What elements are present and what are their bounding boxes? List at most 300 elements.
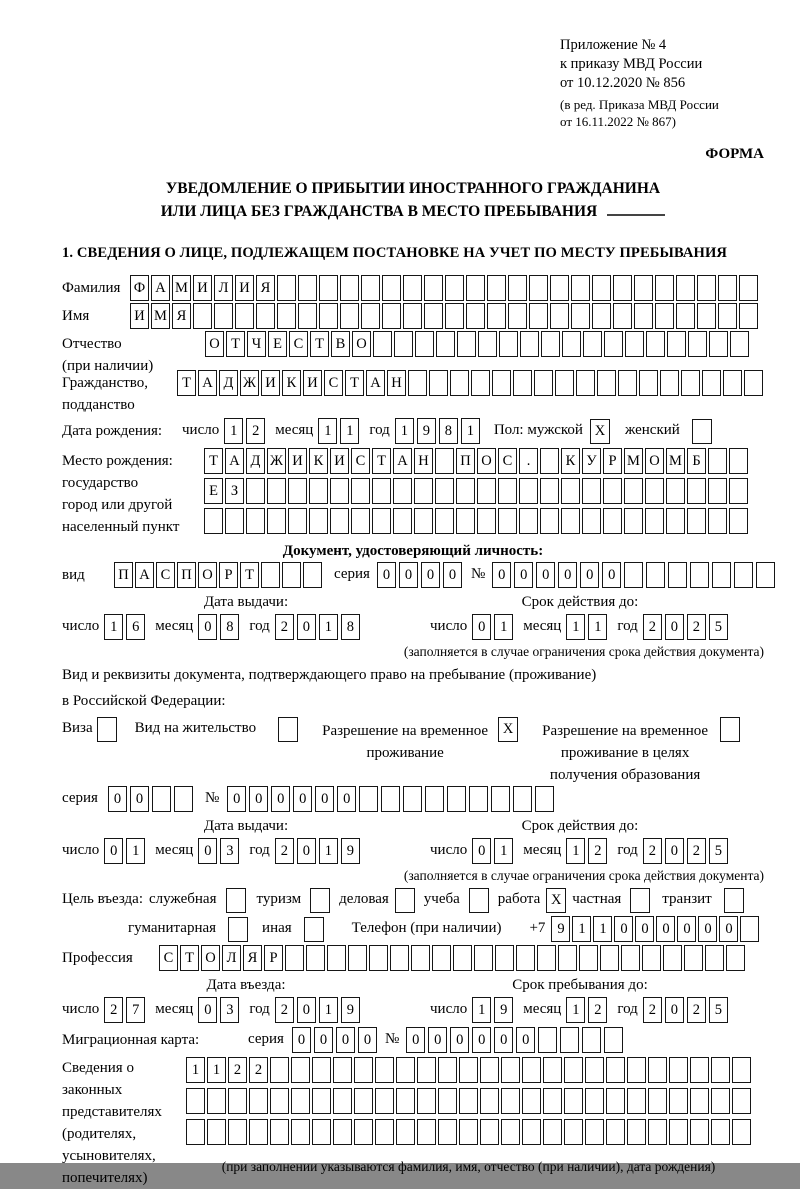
char-cell[interactable]: К bbox=[282, 370, 301, 396]
char-cell[interactable]: 6 bbox=[126, 614, 145, 640]
char-cell[interactable] bbox=[501, 1119, 520, 1145]
char-cell[interactable] bbox=[597, 370, 616, 396]
char-cell[interactable]: К bbox=[561, 448, 580, 474]
char-cell[interactable] bbox=[711, 1088, 730, 1114]
char-cell[interactable] bbox=[642, 945, 661, 971]
char-cell[interactable]: А bbox=[225, 448, 244, 474]
checkbox-purpose-private[interactable] bbox=[630, 888, 650, 913]
char-cell[interactable] bbox=[174, 786, 193, 812]
char-cell[interactable] bbox=[477, 508, 496, 534]
char-cell[interactable]: Т bbox=[240, 562, 259, 588]
char-cell[interactable] bbox=[708, 448, 727, 474]
char-cell[interactable] bbox=[309, 478, 328, 504]
char-cell[interactable] bbox=[340, 303, 359, 329]
char-cell[interactable] bbox=[435, 508, 454, 534]
char-cell[interactable] bbox=[660, 370, 679, 396]
char-cell[interactable]: 8 bbox=[220, 614, 239, 640]
char-cell[interactable] bbox=[516, 945, 535, 971]
char-cell[interactable] bbox=[541, 331, 560, 357]
char-cell[interactable] bbox=[550, 303, 569, 329]
char-cell[interactable]: 1 bbox=[186, 1057, 205, 1083]
char-cell[interactable]: С bbox=[156, 562, 175, 588]
char-cell[interactable]: П bbox=[177, 562, 196, 588]
char-cell[interactable]: 2 bbox=[275, 838, 294, 864]
char-cell[interactable]: 0 bbox=[130, 786, 149, 812]
char-cell[interactable]: И bbox=[193, 275, 212, 301]
char-cell[interactable] bbox=[571, 303, 590, 329]
char-cell[interactable] bbox=[562, 331, 581, 357]
char-cell[interactable] bbox=[529, 275, 548, 301]
char-cell[interactable] bbox=[550, 275, 569, 301]
char-cell[interactable]: 0 bbox=[494, 1027, 513, 1053]
char-cell[interactable] bbox=[466, 275, 485, 301]
char-cell[interactable] bbox=[375, 1119, 394, 1145]
char-cell[interactable] bbox=[666, 478, 685, 504]
char-cell[interactable] bbox=[711, 1057, 730, 1083]
char-cell[interactable] bbox=[535, 786, 554, 812]
char-cell[interactable] bbox=[604, 1027, 623, 1053]
char-cell[interactable]: 1 bbox=[494, 614, 513, 640]
char-cell[interactable] bbox=[676, 303, 695, 329]
char-cell[interactable] bbox=[621, 945, 640, 971]
char-cell[interactable] bbox=[469, 786, 488, 812]
char-cell[interactable] bbox=[681, 370, 700, 396]
char-cell[interactable]: Д bbox=[219, 370, 238, 396]
char-cell[interactable] bbox=[456, 478, 475, 504]
char-cell[interactable] bbox=[453, 945, 472, 971]
char-cell[interactable] bbox=[729, 448, 748, 474]
char-cell[interactable]: 2 bbox=[588, 838, 607, 864]
char-cell[interactable]: Я bbox=[256, 275, 275, 301]
char-cell[interactable] bbox=[438, 1119, 457, 1145]
char-cell[interactable] bbox=[414, 508, 433, 534]
char-cell[interactable]: 1 bbox=[566, 997, 585, 1023]
char-cell[interactable]: 7 bbox=[126, 997, 145, 1023]
char-cell[interactable]: 2 bbox=[687, 997, 706, 1023]
char-cell[interactable]: 5 bbox=[709, 614, 728, 640]
char-cell[interactable]: Р bbox=[264, 945, 283, 971]
char-cell[interactable] bbox=[600, 945, 619, 971]
char-cell[interactable] bbox=[648, 1088, 667, 1114]
char-cell[interactable] bbox=[372, 478, 391, 504]
char-cell[interactable] bbox=[711, 1119, 730, 1145]
char-cell[interactable]: О bbox=[645, 448, 664, 474]
char-cell[interactable] bbox=[394, 331, 413, 357]
char-cell[interactable]: 0 bbox=[271, 786, 290, 812]
char-cell[interactable]: 3 bbox=[220, 838, 239, 864]
char-cell[interactable] bbox=[204, 508, 223, 534]
char-cell[interactable] bbox=[298, 275, 317, 301]
char-cell[interactable]: С bbox=[351, 448, 370, 474]
char-cell[interactable] bbox=[340, 275, 359, 301]
char-cell[interactable]: 3 bbox=[220, 997, 239, 1023]
checkbox-male[interactable]: X bbox=[590, 419, 610, 444]
char-cell[interactable] bbox=[319, 303, 338, 329]
char-cell[interactable]: 0 bbox=[358, 1027, 377, 1053]
char-cell[interactable] bbox=[646, 562, 665, 588]
char-cell[interactable] bbox=[501, 1088, 520, 1114]
char-cell[interactable] bbox=[459, 1057, 478, 1083]
char-cell[interactable] bbox=[435, 448, 454, 474]
char-cell[interactable] bbox=[459, 1088, 478, 1114]
char-cell[interactable]: С bbox=[159, 945, 178, 971]
char-cell[interactable] bbox=[730, 331, 749, 357]
char-cell[interactable]: Д bbox=[246, 448, 265, 474]
char-cell[interactable]: 1 bbox=[395, 418, 414, 444]
char-cell[interactable] bbox=[424, 275, 443, 301]
checkbox-temp-permit[interactable]: X bbox=[498, 717, 518, 742]
char-cell[interactable]: 0 bbox=[421, 562, 440, 588]
char-cell[interactable] bbox=[436, 331, 455, 357]
char-cell[interactable]: 0 bbox=[602, 562, 621, 588]
char-cell[interactable] bbox=[381, 786, 400, 812]
char-cell[interactable] bbox=[702, 370, 721, 396]
char-cell[interactable]: 1 bbox=[319, 614, 338, 640]
char-cell[interactable]: 1 bbox=[126, 838, 145, 864]
char-cell[interactable]: 0 bbox=[198, 614, 217, 640]
char-cell[interactable]: Ф bbox=[130, 275, 149, 301]
char-cell[interactable] bbox=[277, 303, 296, 329]
char-cell[interactable] bbox=[690, 562, 709, 588]
char-cell[interactable] bbox=[330, 478, 349, 504]
char-cell[interactable]: 0 bbox=[297, 614, 316, 640]
char-cell[interactable]: С bbox=[289, 331, 308, 357]
char-cell[interactable]: 2 bbox=[249, 1057, 268, 1083]
char-cell[interactable] bbox=[604, 331, 623, 357]
char-cell[interactable] bbox=[744, 370, 763, 396]
char-cell[interactable] bbox=[361, 275, 380, 301]
char-cell[interactable] bbox=[425, 786, 444, 812]
char-cell[interactable] bbox=[445, 275, 464, 301]
char-cell[interactable] bbox=[288, 508, 307, 534]
char-cell[interactable] bbox=[373, 331, 392, 357]
char-cell[interactable] bbox=[655, 275, 674, 301]
char-cell[interactable] bbox=[312, 1088, 331, 1114]
char-cell[interactable]: З bbox=[225, 478, 244, 504]
char-cell[interactable]: Я bbox=[172, 303, 191, 329]
char-cell[interactable] bbox=[756, 562, 775, 588]
char-cell[interactable] bbox=[375, 1088, 394, 1114]
char-cell[interactable]: 0 bbox=[516, 1027, 535, 1053]
char-cell[interactable]: Т bbox=[372, 448, 391, 474]
char-cell[interactable] bbox=[429, 370, 448, 396]
char-cell[interactable] bbox=[529, 303, 548, 329]
char-cell[interactable] bbox=[408, 370, 427, 396]
char-cell[interactable] bbox=[288, 478, 307, 504]
char-cell[interactable]: 0 bbox=[665, 997, 684, 1023]
char-cell[interactable]: 1 bbox=[572, 916, 591, 942]
char-cell[interactable]: О bbox=[477, 448, 496, 474]
char-cell[interactable]: 2 bbox=[275, 997, 294, 1023]
char-cell[interactable] bbox=[403, 786, 422, 812]
char-cell[interactable] bbox=[585, 1088, 604, 1114]
char-cell[interactable]: 0 bbox=[292, 1027, 311, 1053]
char-cell[interactable] bbox=[459, 1119, 478, 1145]
char-cell[interactable] bbox=[333, 1057, 352, 1083]
char-cell[interactable]: 2 bbox=[588, 997, 607, 1023]
char-cell[interactable]: Л bbox=[214, 275, 233, 301]
char-cell[interactable] bbox=[688, 331, 707, 357]
char-cell[interactable] bbox=[432, 945, 451, 971]
char-cell[interactable] bbox=[558, 945, 577, 971]
char-cell[interactable] bbox=[705, 945, 724, 971]
char-cell[interactable] bbox=[645, 508, 664, 534]
char-cell[interactable]: С bbox=[498, 448, 517, 474]
char-cell[interactable]: 9 bbox=[417, 418, 436, 444]
char-cell[interactable]: Т bbox=[180, 945, 199, 971]
char-cell[interactable]: 9 bbox=[341, 997, 360, 1023]
char-cell[interactable] bbox=[555, 370, 574, 396]
char-cell[interactable] bbox=[687, 508, 706, 534]
char-cell[interactable] bbox=[732, 1088, 751, 1114]
char-cell[interactable]: М bbox=[624, 448, 643, 474]
char-cell[interactable] bbox=[193, 303, 212, 329]
char-cell[interactable]: 2 bbox=[687, 838, 706, 864]
char-cell[interactable] bbox=[354, 1057, 373, 1083]
char-cell[interactable]: 2 bbox=[643, 997, 662, 1023]
char-cell[interactable] bbox=[734, 562, 753, 588]
char-cell[interactable]: Л bbox=[222, 945, 241, 971]
char-cell[interactable] bbox=[270, 1088, 289, 1114]
char-cell[interactable] bbox=[480, 1088, 499, 1114]
char-cell[interactable] bbox=[267, 508, 286, 534]
char-cell[interactable] bbox=[543, 1057, 562, 1083]
char-cell[interactable]: В bbox=[331, 331, 350, 357]
char-cell[interactable] bbox=[540, 478, 559, 504]
char-cell[interactable] bbox=[648, 1057, 667, 1083]
char-cell[interactable]: И bbox=[330, 448, 349, 474]
char-cell[interactable] bbox=[351, 478, 370, 504]
char-cell[interactable] bbox=[592, 275, 611, 301]
char-cell[interactable]: 0 bbox=[315, 786, 334, 812]
char-cell[interactable] bbox=[312, 1119, 331, 1145]
char-cell[interactable] bbox=[291, 1057, 310, 1083]
char-cell[interactable] bbox=[561, 478, 580, 504]
char-cell[interactable] bbox=[445, 303, 464, 329]
char-cell[interactable] bbox=[739, 275, 758, 301]
char-cell[interactable]: А bbox=[393, 448, 412, 474]
char-cell[interactable] bbox=[249, 1088, 268, 1114]
char-cell[interactable]: 9 bbox=[494, 997, 513, 1023]
char-cell[interactable] bbox=[246, 478, 265, 504]
char-cell[interactable] bbox=[417, 1119, 436, 1145]
char-cell[interactable] bbox=[417, 1088, 436, 1114]
char-cell[interactable]: 0 bbox=[514, 562, 533, 588]
char-cell[interactable] bbox=[438, 1057, 457, 1083]
char-cell[interactable]: Т bbox=[345, 370, 364, 396]
char-cell[interactable] bbox=[561, 508, 580, 534]
char-cell[interactable] bbox=[477, 478, 496, 504]
char-cell[interactable]: Ж bbox=[240, 370, 259, 396]
char-cell[interactable]: П bbox=[114, 562, 133, 588]
char-cell[interactable] bbox=[390, 945, 409, 971]
char-cell[interactable] bbox=[663, 945, 682, 971]
char-cell[interactable]: 1 bbox=[319, 838, 338, 864]
char-cell[interactable] bbox=[740, 916, 759, 942]
checkbox-residence-permit[interactable] bbox=[278, 717, 298, 742]
char-cell[interactable] bbox=[438, 1088, 457, 1114]
char-cell[interactable] bbox=[498, 478, 517, 504]
char-cell[interactable] bbox=[613, 303, 632, 329]
char-cell[interactable] bbox=[582, 478, 601, 504]
char-cell[interactable]: 1 bbox=[566, 838, 585, 864]
char-cell[interactable] bbox=[585, 1119, 604, 1145]
char-cell[interactable] bbox=[540, 508, 559, 534]
char-cell[interactable]: 2 bbox=[687, 614, 706, 640]
char-cell[interactable] bbox=[354, 1119, 373, 1145]
char-cell[interactable]: М bbox=[666, 448, 685, 474]
char-cell[interactable] bbox=[435, 478, 454, 504]
char-cell[interactable] bbox=[456, 508, 475, 534]
char-cell[interactable]: 1 bbox=[461, 418, 480, 444]
char-cell[interactable] bbox=[508, 275, 527, 301]
char-cell[interactable] bbox=[228, 1119, 247, 1145]
char-cell[interactable]: 0 bbox=[677, 916, 696, 942]
char-cell[interactable] bbox=[393, 508, 412, 534]
char-cell[interactable]: 0 bbox=[450, 1027, 469, 1053]
char-cell[interactable]: 2 bbox=[228, 1057, 247, 1083]
char-cell[interactable] bbox=[369, 945, 388, 971]
char-cell[interactable]: 5 bbox=[709, 838, 728, 864]
char-cell[interactable] bbox=[303, 562, 322, 588]
char-cell[interactable] bbox=[261, 562, 280, 588]
char-cell[interactable]: 1 bbox=[318, 418, 337, 444]
char-cell[interactable] bbox=[669, 1119, 688, 1145]
char-cell[interactable]: 0 bbox=[665, 838, 684, 864]
char-cell[interactable] bbox=[403, 303, 422, 329]
checkbox-purpose-business[interactable] bbox=[395, 888, 415, 913]
char-cell[interactable] bbox=[723, 370, 742, 396]
char-cell[interactable]: О bbox=[201, 945, 220, 971]
char-cell[interactable]: К bbox=[309, 448, 328, 474]
char-cell[interactable] bbox=[214, 303, 233, 329]
char-cell[interactable] bbox=[684, 945, 703, 971]
char-cell[interactable] bbox=[480, 1119, 499, 1145]
char-cell[interactable] bbox=[690, 1057, 709, 1083]
char-cell[interactable] bbox=[543, 1119, 562, 1145]
char-cell[interactable] bbox=[207, 1088, 226, 1114]
char-cell[interactable] bbox=[624, 562, 643, 588]
char-cell[interactable]: М bbox=[172, 275, 191, 301]
char-cell[interactable]: И bbox=[288, 448, 307, 474]
char-cell[interactable] bbox=[606, 1088, 625, 1114]
char-cell[interactable]: А bbox=[366, 370, 385, 396]
char-cell[interactable] bbox=[330, 508, 349, 534]
char-cell[interactable]: И bbox=[235, 275, 254, 301]
char-cell[interactable] bbox=[478, 331, 497, 357]
char-cell[interactable] bbox=[466, 303, 485, 329]
char-cell[interactable]: 1 bbox=[340, 418, 359, 444]
checkbox-purpose-work[interactable]: X bbox=[546, 888, 566, 913]
char-cell[interactable]: 1 bbox=[588, 614, 607, 640]
char-cell[interactable] bbox=[351, 508, 370, 534]
char-cell[interactable] bbox=[718, 275, 737, 301]
char-cell[interactable] bbox=[579, 945, 598, 971]
char-cell[interactable]: 2 bbox=[643, 838, 662, 864]
char-cell[interactable]: 0 bbox=[377, 562, 396, 588]
char-cell[interactable] bbox=[676, 275, 695, 301]
checkbox-purpose-humanitarian[interactable] bbox=[228, 917, 248, 942]
char-cell[interactable]: 0 bbox=[336, 1027, 355, 1053]
char-cell[interactable] bbox=[225, 508, 244, 534]
char-cell[interactable] bbox=[564, 1119, 583, 1145]
char-cell[interactable]: 8 bbox=[439, 418, 458, 444]
char-cell[interactable]: 0 bbox=[536, 562, 555, 588]
char-cell[interactable] bbox=[613, 275, 632, 301]
char-cell[interactable] bbox=[186, 1088, 205, 1114]
char-cell[interactable] bbox=[319, 275, 338, 301]
char-cell[interactable] bbox=[354, 1088, 373, 1114]
char-cell[interactable]: Р bbox=[603, 448, 622, 474]
char-cell[interactable]: Е bbox=[204, 478, 223, 504]
char-cell[interactable] bbox=[564, 1057, 583, 1083]
char-cell[interactable] bbox=[648, 1119, 667, 1145]
char-cell[interactable]: И bbox=[303, 370, 322, 396]
char-cell[interactable]: 0 bbox=[314, 1027, 333, 1053]
checkbox-purpose-tourism[interactable] bbox=[310, 888, 330, 913]
char-cell[interactable] bbox=[495, 945, 514, 971]
char-cell[interactable]: 0 bbox=[558, 562, 577, 588]
char-cell[interactable]: 1 bbox=[319, 997, 338, 1023]
char-cell[interactable]: 0 bbox=[428, 1027, 447, 1053]
char-cell[interactable] bbox=[639, 370, 658, 396]
char-cell[interactable] bbox=[291, 1119, 310, 1145]
char-cell[interactable]: 0 bbox=[656, 916, 675, 942]
char-cell[interactable]: О bbox=[352, 331, 371, 357]
char-cell[interactable] bbox=[480, 1057, 499, 1083]
char-cell[interactable] bbox=[291, 1088, 310, 1114]
char-cell[interactable] bbox=[576, 370, 595, 396]
char-cell[interactable] bbox=[152, 786, 171, 812]
char-cell[interactable]: 0 bbox=[108, 786, 127, 812]
char-cell[interactable]: 0 bbox=[614, 916, 633, 942]
char-cell[interactable] bbox=[396, 1119, 415, 1145]
char-cell[interactable] bbox=[396, 1057, 415, 1083]
char-cell[interactable]: 1 bbox=[472, 997, 491, 1023]
char-cell[interactable]: 1 bbox=[566, 614, 585, 640]
char-cell[interactable] bbox=[669, 1088, 688, 1114]
char-cell[interactable] bbox=[498, 508, 517, 534]
char-cell[interactable]: 0 bbox=[297, 997, 316, 1023]
char-cell[interactable] bbox=[522, 1057, 541, 1083]
char-cell[interactable] bbox=[256, 303, 275, 329]
char-cell[interactable] bbox=[606, 1057, 625, 1083]
char-cell[interactable] bbox=[267, 478, 286, 504]
char-cell[interactable]: 8 bbox=[341, 614, 360, 640]
char-cell[interactable] bbox=[382, 303, 401, 329]
char-cell[interactable] bbox=[309, 508, 328, 534]
char-cell[interactable] bbox=[312, 1057, 331, 1083]
char-cell[interactable]: 0 bbox=[198, 838, 217, 864]
char-cell[interactable] bbox=[627, 1119, 646, 1145]
char-cell[interactable]: 0 bbox=[472, 614, 491, 640]
char-cell[interactable]: 1 bbox=[207, 1057, 226, 1083]
char-cell[interactable] bbox=[543, 1088, 562, 1114]
char-cell[interactable] bbox=[282, 562, 301, 588]
char-cell[interactable] bbox=[718, 303, 737, 329]
char-cell[interactable] bbox=[375, 1057, 394, 1083]
char-cell[interactable] bbox=[634, 303, 653, 329]
char-cell[interactable] bbox=[501, 1057, 520, 1083]
char-cell[interactable] bbox=[474, 945, 493, 971]
char-cell[interactable]: Ж bbox=[267, 448, 286, 474]
char-cell[interactable] bbox=[646, 331, 665, 357]
char-cell[interactable]: У bbox=[582, 448, 601, 474]
char-cell[interactable] bbox=[560, 1027, 579, 1053]
char-cell[interactable] bbox=[249, 1119, 268, 1145]
char-cell[interactable] bbox=[393, 478, 412, 504]
char-cell[interactable] bbox=[333, 1088, 352, 1114]
